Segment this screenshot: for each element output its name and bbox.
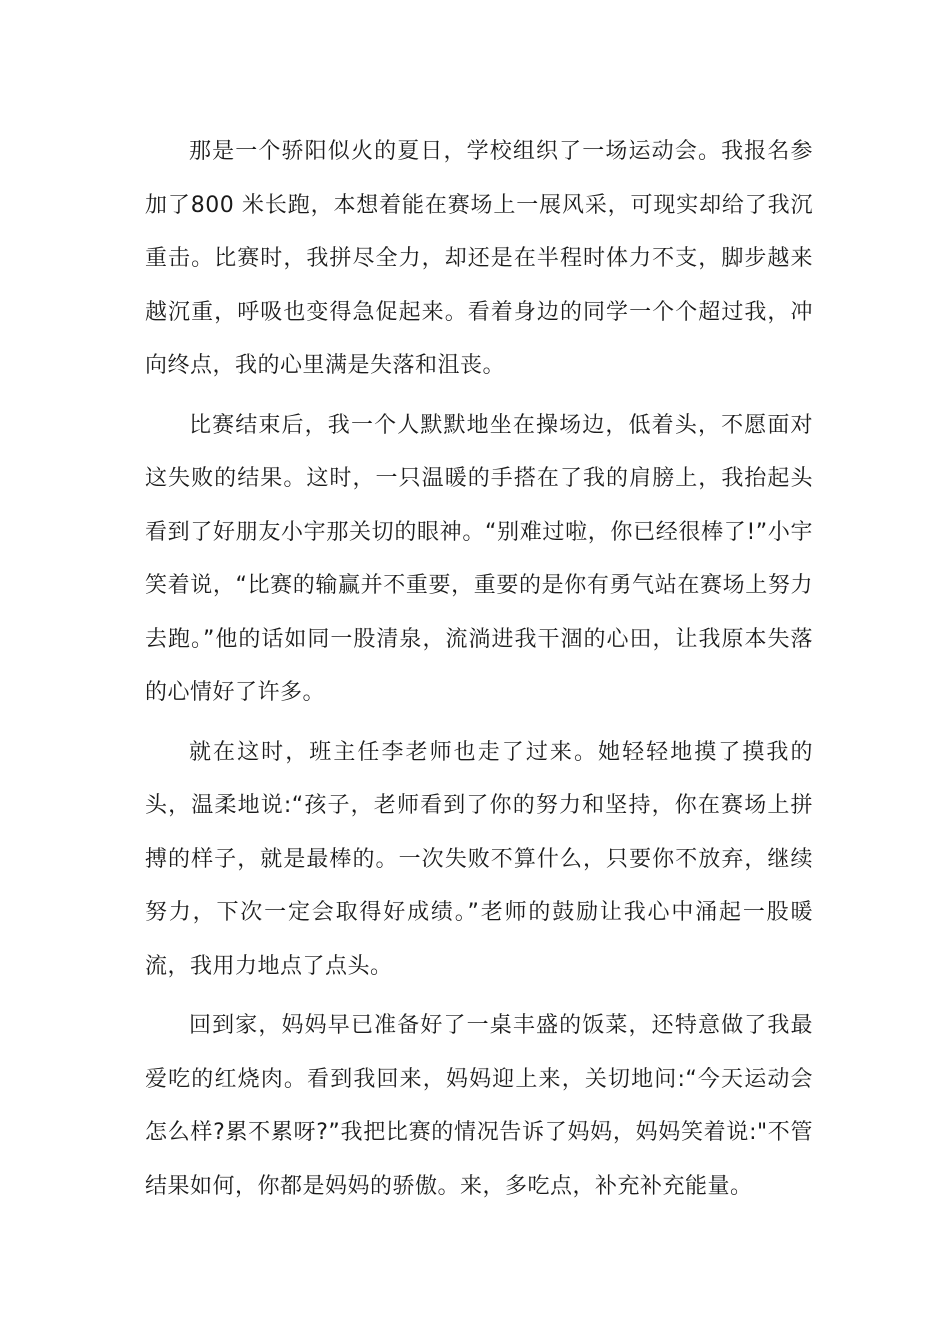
paragraph-1: 那是一个骄阳似火的夏日，学校组织了一场运动会。我报名参加了800 米长跑，本想着能在赛场上一展风采，可现实却给了我沉重击。比赛时，我拼尽全力，却还是在半程时体力不支，脚步越来越沉重，呼吸也变得急促起来。看着身边的同学一个个超过我，冲向终点，我的心里满是失落和沮丧。: [145, 139, 813, 378]
paragraph-3: 就在这时，班主任李老师也走了过来。她轻轻地摸了摸我的头，温柔地说:“孩子，老师看到了你的努力和坚持，你在赛场上拼搏的样子，就是最棒的。一次失败不算什么，只要你不放弃，继续努力，下次一定会取得好成绩。”老师的鼓励让我心中涌起一股暖流，我用力地点了点头。: [145, 739, 813, 979]
paragraph-4: 回到家，妈妈早已准备好了一桌丰盛的饭菜，还特意做了我最爱吃的红烧肉。看到我回来，妈妈迎上来，关切地问:“今天运动会怎么样?累不累呀?”我把比赛的情况告诉了妈妈，妈妈笑着说:"不管结果如何，你都是妈妈的骄傲。来，多吃点，补充补充能量。: [145, 1013, 813, 1199]
document-body: [145, 125, 813, 1219]
paragraph-2: 比赛结束后，我一个人默默地坐在操场边，低着头，不愿面对这失败的结果。这时，一只温暖的手搭在了我的肩膀上，我抬起头看到了好朋友小宇那关切的眼神。“别难过啦，你已经很棒了!”小宇笑着说，“比赛的输赢并不重要，重要的是你有勇气站在赛场上努力去跑。”他的话如同一股清泉，流淌进我干涸的心田，让我原本失落的心情好了许多。: [145, 412, 813, 705]
